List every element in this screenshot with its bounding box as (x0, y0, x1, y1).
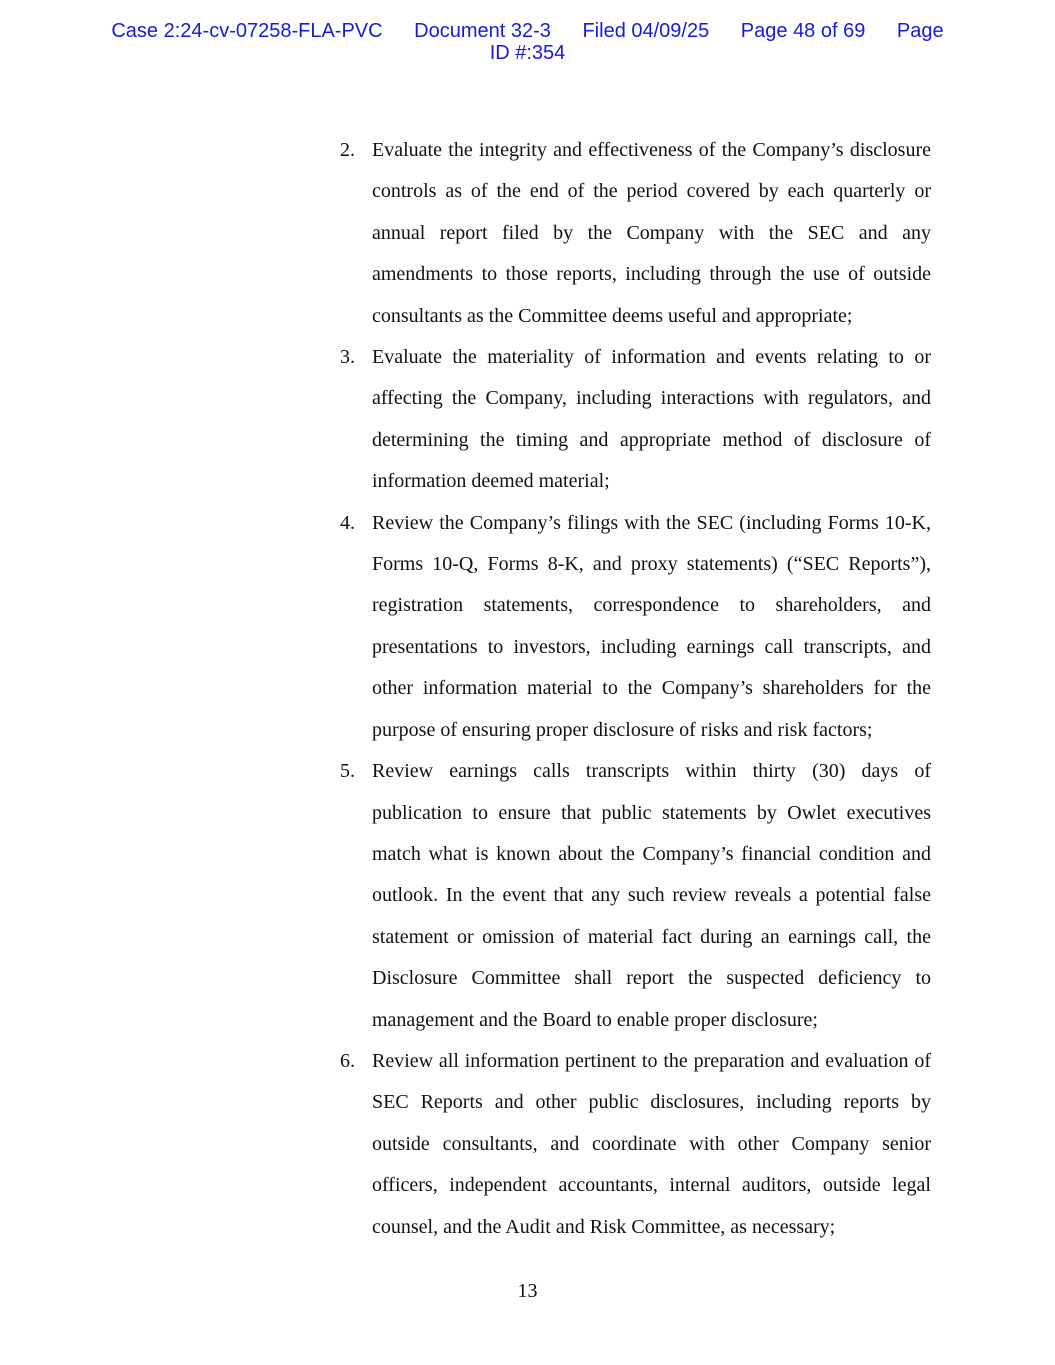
court-filing-header (0, 20, 1055, 64)
item-number: 3. (340, 346, 355, 369)
item-number: 5. (340, 760, 355, 783)
item-text: Evaluate the materiality of information and events relating to or affecting the Company, including interactions with regulators, and determining the timing and appropriate method of disclosure of information deemed material; (372, 346, 931, 493)
list-item (340, 1041, 931, 1248)
filed-date: Filed 04/09/25 (582, 20, 710, 42)
numbered-list (340, 130, 931, 1248)
item-text: Review all information pertinent to the preparation and evaluation of SEC Reports and other public disclosures, including reports by outside consultants, and coordinate with other Company senior officers, independent accountants, internal auditors, outside legal counsel, and the Audit and Risk Committee, as necessary; (372, 1049, 931, 1238)
item-text: Review the Company’s filings with the SEC (including Forms 10-K, Forms 10-Q, Forms 8-K, and proxy statements) (“SEC Reports”), registration statements, correspondence to shareholders, and presentations to investors, including earnings call transcripts, and other information material to the Company’s shareholders for the purpose of ensuring proper disclosure of risks and risk factors; (372, 511, 931, 741)
page-of-total: Page 48 of 69 (740, 20, 866, 42)
document-number: Document 32-3 (414, 20, 551, 42)
list-item (340, 130, 931, 337)
item-number: 4. (340, 511, 355, 534)
court-header-line (0, 20, 1055, 42)
item-number: 6. (340, 1049, 355, 1072)
page-number: 13 (517, 1280, 538, 1302)
list-item (340, 503, 931, 751)
page-label: Page (896, 20, 944, 42)
page-id: ID #:354 (489, 42, 566, 64)
list-item (340, 751, 931, 1041)
item-number: 2. (340, 139, 355, 161)
item-text: Evaluate the integrity and effectiveness of the Company’s disclosure controls as of the end of the period covered by each quarterly or annual report filed by the Company with the SEC and any amendments to those reports, including through the use of outside consultants as the Committee deems useful and appropriate; (372, 139, 931, 327)
item-text: Review earnings calls transcripts within thirty (30) days of publication to ensure that public statements by Owlet executives match what is known about the Company’s financial condition and outlook. In the event that any such review reveals a potential false statement or omission of material fact during an earnings call, the Disclosure Committee shall report the suspected deficiency to management and the Board to enable proper disclosure; (372, 760, 931, 1031)
case-number: Case 2:24-cv-07258-FLA-PVC (111, 20, 383, 42)
list-item (340, 337, 931, 503)
